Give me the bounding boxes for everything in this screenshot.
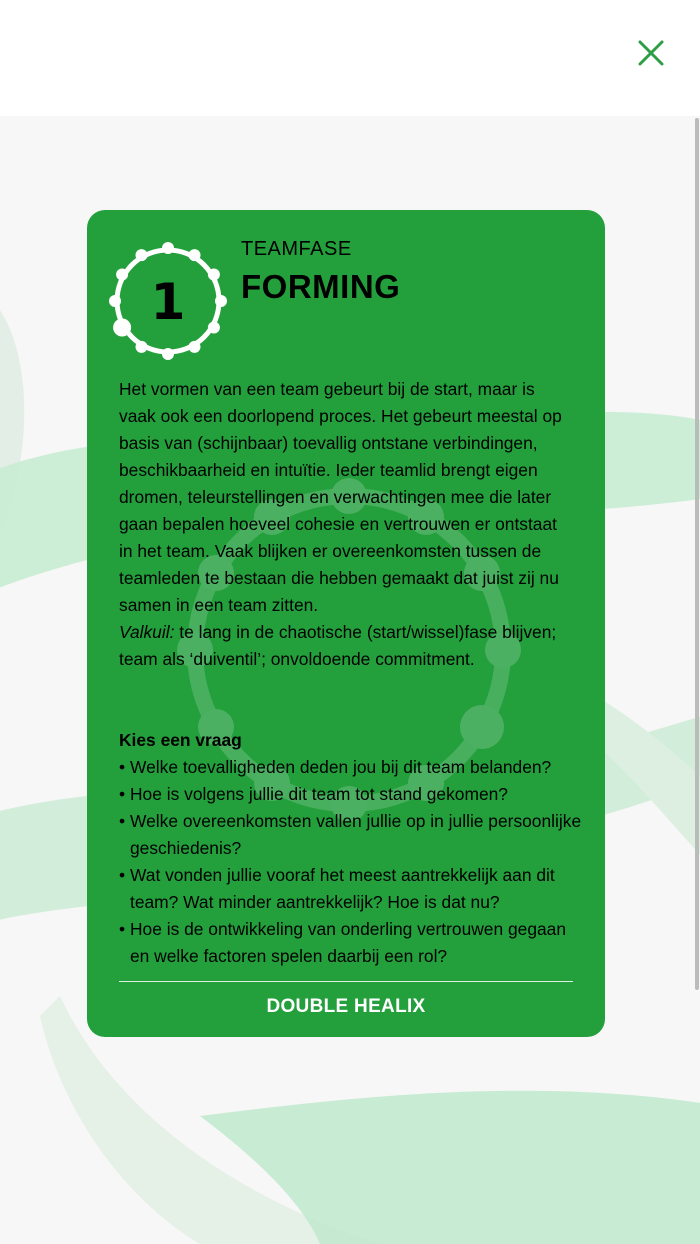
question-item: • Welke overeenkomsten vallen jullie op in jullie persoonlijke geschiedenis?	[119, 808, 589, 862]
phase-label: TEAMFASE	[241, 238, 352, 260]
pitfall-label: Valkuil:	[119, 622, 175, 642]
questions-section	[119, 727, 589, 970]
close-icon	[632, 34, 670, 72]
close-button[interactable]	[632, 34, 670, 72]
question-item: • Wat vonden jullie vooraf het meest aantrekkelijk aan dit team? Wat minder aantrekkelijk? Hoe is dat nu?	[119, 862, 589, 916]
scrollbar[interactable]	[695, 118, 699, 990]
phase-number: 1	[150, 273, 186, 331]
pitfall-text: te lang in de chaotische (start/wissel)fase blijven; team als ‘duiventil’; onvoldoende commitment.	[119, 622, 557, 669]
team-phase-card	[87, 210, 605, 1037]
phase-title: FORMING	[241, 268, 401, 305]
questions-list	[119, 754, 589, 970]
divider	[119, 981, 573, 982]
questions-title: Kies een vraag	[119, 730, 242, 750]
top-bar	[0, 0, 700, 116]
pitfall-line	[119, 619, 575, 673]
question-item: • Welke toevalligheden deden jou bij dit team belanden?	[119, 754, 589, 781]
description-text: Het vormen van een team gebeurt bij de start, maar is vaak ook een doorlopend proces. Het gebeurt meestal op basis van (schijnbaar) toevallig ontstane verbindingen, beschikbaarheid en intuïtie. Ieder teamlid brengt eigen dromen, teleurstellingen en verwachtingen mee die later gaan bepalen hoeveel cohesie en vertrouwen er ontstaat in het team. Vaak blijken er overeenkomsten tussen de teamleden te bestaan die hebben gemaakt dat juist zij nu samen in een team zitten.	[119, 379, 562, 615]
question-item: • Hoe is volgens jullie dit team tot stand gekomen?	[119, 781, 589, 808]
phase-description	[119, 376, 575, 673]
question-item: • Hoe is de ontwikkeling van onderling vertrouwen gegaan en welke factoren spelen daarbij een rol?	[119, 916, 589, 970]
card-footer-brand: DOUBLE HEALIX	[266, 996, 426, 1017]
